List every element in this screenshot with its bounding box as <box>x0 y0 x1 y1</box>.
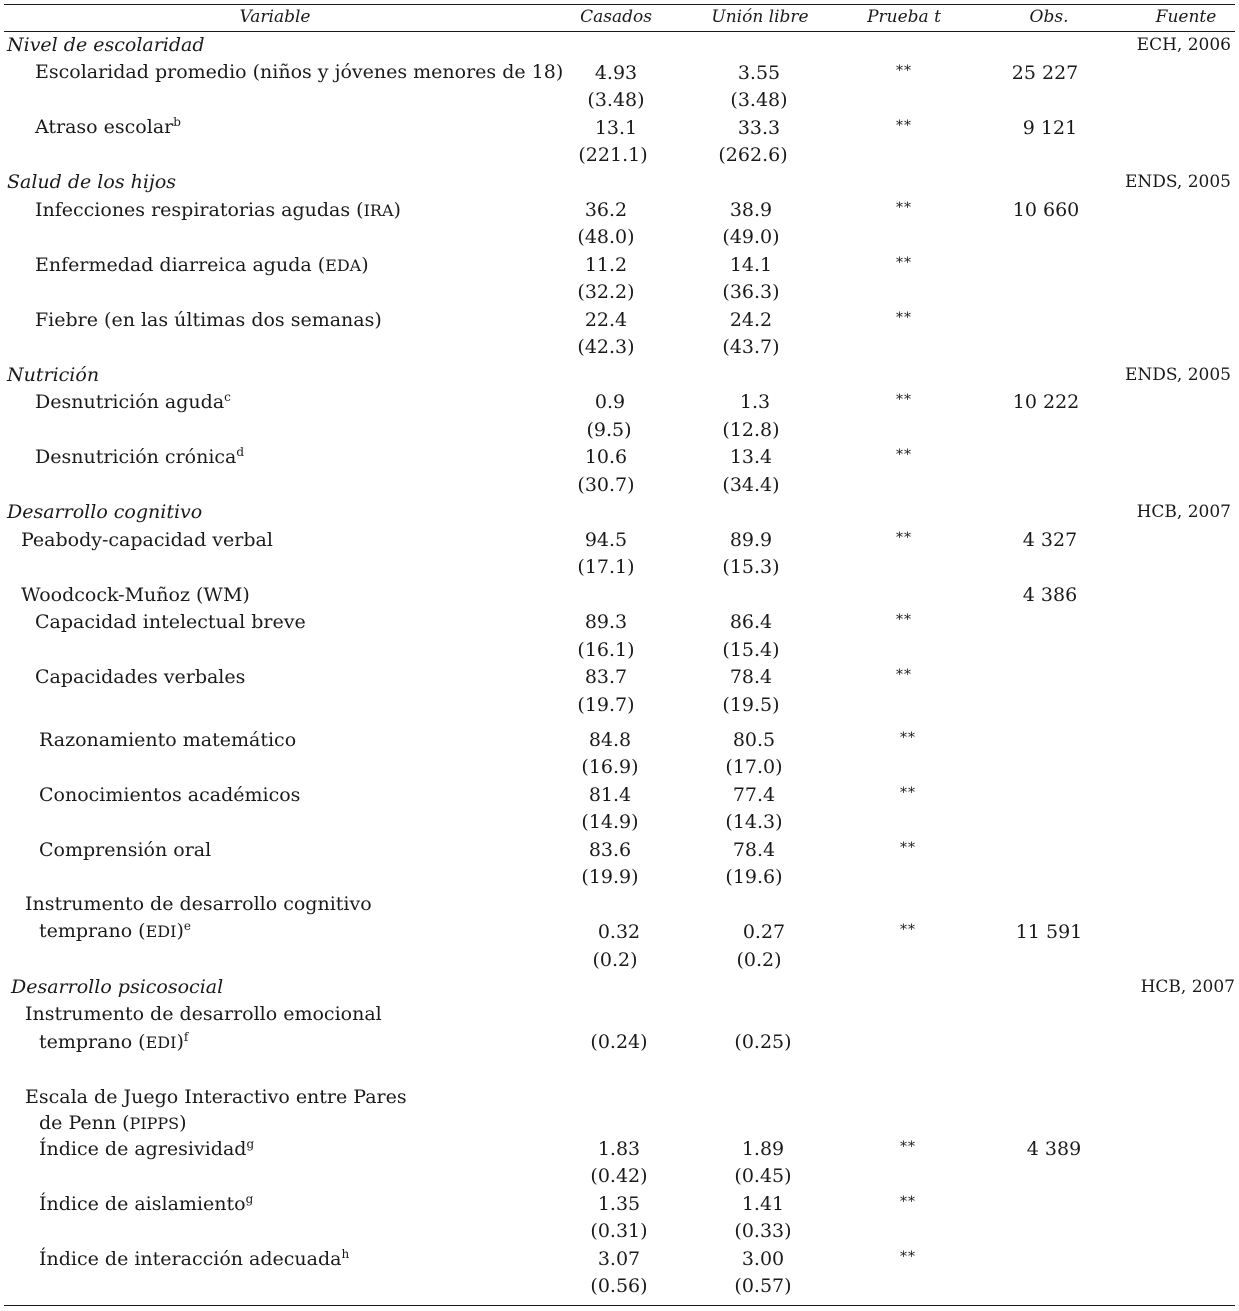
header-variable: Variable <box>239 7 311 27</box>
row-label: Peabody-capacidad verbal <box>21 529 273 551</box>
casados-sd: (221.1) <box>578 144 648 166</box>
obs-value: 4 327 <box>1022 529 1078 551</box>
casados-value: 11.2 <box>584 254 628 276</box>
union-libre-value: 24.2 <box>729 309 773 331</box>
row-label: Índice de agresividad$^g$ <box>39 1137 255 1160</box>
casados-sd: (19.7) <box>577 694 635 716</box>
header-prueba-t: Prueba t <box>867 7 941 27</box>
header-casados: Casados <box>580 7 652 27</box>
row-label: Escala de Juego Interactivo entre Pares <box>25 1086 407 1108</box>
obs-value: 9 121 <box>1022 117 1078 139</box>
union-libre-value: 3.00 <box>741 1248 785 1270</box>
row-label: Instrumento de desarrollo cognitivo <box>25 893 372 915</box>
category-source: ENDS, 2005 <box>1124 365 1231 385</box>
category-label: Nivel de escolaridad <box>7 34 205 56</box>
casados-value: 84.8 <box>588 729 632 751</box>
significance-mark: ** <box>896 255 912 271</box>
casados-value: 0.32 <box>597 921 641 943</box>
footnote-marker: e <box>183 919 191 933</box>
significance-mark: ** <box>900 730 916 746</box>
union-libre-sd: (43.7) <box>722 336 780 358</box>
significance-mark: ** <box>896 118 912 134</box>
union-libre-sd: (19.5) <box>722 694 780 716</box>
casados-sd: (30.7) <box>577 474 635 496</box>
footnote-marker: h <box>341 1247 350 1261</box>
significance-mark: ** <box>896 200 912 216</box>
union-libre-sd: (262.6) <box>718 144 788 166</box>
obs-value: 4 389 <box>1026 1138 1082 1160</box>
significance-mark: ** <box>900 1139 916 1155</box>
row-label: Capacidades verbales <box>35 666 246 688</box>
obs-value: 4 386 <box>1022 584 1078 606</box>
row-label: Infecciones respiratorias agudas (IRA) <box>35 199 401 221</box>
row-label-continued: de Penn (PIPPS) <box>39 1112 187 1134</box>
union-libre-sd: (15.4) <box>722 639 780 661</box>
union-libre-value: 1.89 <box>741 1138 785 1160</box>
row-label: Escolaridad promedio (niños y jóvenes menores de 18) <box>35 61 564 83</box>
casados-sd: (14.9) <box>581 811 639 833</box>
union-libre-sd: (0.25) <box>734 1031 792 1053</box>
union-libre-sd: (36.3) <box>722 281 780 303</box>
row-label: Índice de interacción adecuada$^h$ <box>39 1247 350 1270</box>
footnote-marker: g <box>246 1137 255 1151</box>
casados-sd: (0.56) <box>590 1275 648 1297</box>
union-libre-sd: (19.6) <box>725 866 783 888</box>
category-source: ENDS, 2005 <box>1124 172 1231 192</box>
casados-sd: (42.3) <box>577 336 635 358</box>
header-obs: Obs. <box>1029 7 1069 27</box>
row-label-continued: temprano (EDI)$^e$ <box>39 919 191 942</box>
casados-sd: (16.9) <box>581 756 639 778</box>
bottom-rule <box>4 1305 1235 1306</box>
row-label: Desnutrición crónica$^d$ <box>35 445 245 468</box>
casados-sd: (0.2) <box>592 949 638 971</box>
significance-mark: ** <box>896 530 912 546</box>
obs-value: 11 591 <box>1015 921 1083 943</box>
union-libre-value: 86.4 <box>729 611 773 633</box>
category-source: ECH, 2006 <box>1136 35 1231 55</box>
union-libre-value: 1.3 <box>739 391 771 413</box>
casados-value: 83.7 <box>584 666 628 688</box>
row-label: Razonamiento matemático <box>39 729 297 751</box>
header-fuente: Fuente <box>1155 7 1217 27</box>
union-libre-sd: (12.8) <box>722 419 780 441</box>
row-label: Woodcock-Muñoz (WM) <box>21 584 250 606</box>
significance-mark: ** <box>900 1249 916 1265</box>
significance-mark: ** <box>900 785 916 801</box>
header-union-libre: Unión libre <box>711 7 809 27</box>
row-label: Desnutrición aguda$^c$ <box>35 390 231 413</box>
casados-value: 83.6 <box>588 839 632 861</box>
union-libre-sd: (49.0) <box>722 226 780 248</box>
footnote-marker: f <box>183 1030 189 1044</box>
union-libre-sd: (14.3) <box>725 811 783 833</box>
row-label: Capacidad intelectual breve <box>35 611 306 633</box>
category-label: Desarrollo psicosocial <box>11 976 224 998</box>
category-label: Salud de los hijos <box>7 171 177 193</box>
significance-mark: ** <box>896 667 912 683</box>
union-libre-value: 33.3 <box>737 117 781 139</box>
significance-mark: ** <box>900 1194 916 1210</box>
footnote-marker: g <box>245 1192 254 1206</box>
union-libre-value: 0.27 <box>742 921 786 943</box>
casados-sd: (0.42) <box>590 1165 648 1187</box>
casados-value: 22.4 <box>584 309 628 331</box>
casados-sd: (0.31) <box>590 1220 648 1242</box>
row-label: Atraso escolar$^b$ <box>35 115 181 138</box>
footnote-marker: b <box>173 115 181 129</box>
casados-sd: (3.48) <box>587 89 645 111</box>
casados-value: 13.1 <box>594 117 638 139</box>
casados-value: 1.35 <box>597 1193 641 1215</box>
significance-mark: ** <box>896 310 912 326</box>
footnote-marker: c <box>224 390 231 404</box>
union-libre-value: 14.1 <box>729 254 773 276</box>
header-rule <box>4 31 1235 32</box>
casados-value: 36.2 <box>584 199 628 221</box>
union-libre-value: 1.41 <box>741 1193 785 1215</box>
union-libre-sd: (15.3) <box>722 556 780 578</box>
row-label-continued: temprano (EDI)$^f$ <box>39 1030 189 1053</box>
category-source: HCB, 2007 <box>1136 502 1231 522</box>
row-label: Comprensión oral <box>39 839 212 861</box>
union-libre-sd: (0.45) <box>734 1165 792 1187</box>
casados-value: 1.83 <box>597 1138 641 1160</box>
casados-value: 10.6 <box>584 446 628 468</box>
category-label: Nutrición <box>7 364 100 386</box>
top-rule <box>4 4 1235 5</box>
row-label: Índice de aislamiento$^g$ <box>39 1192 254 1215</box>
significance-mark: ** <box>900 840 916 856</box>
significance-mark: ** <box>896 612 912 628</box>
casados-value: 94.5 <box>584 529 628 551</box>
casados-sd: (9.5) <box>586 419 632 441</box>
row-label: Conocimientos académicos <box>39 784 301 806</box>
union-libre-value: 78.4 <box>732 839 776 861</box>
significance-mark: ** <box>900 922 916 938</box>
obs-value: 25 227 <box>1011 62 1079 84</box>
union-libre-value: 80.5 <box>732 729 776 751</box>
row-label: Fiebre (en las últimas dos semanas) <box>35 309 382 331</box>
union-libre-value: 77.4 <box>732 784 776 806</box>
footnote-marker: d <box>236 445 245 459</box>
union-libre-value: 13.4 <box>729 446 773 468</box>
casados-value: 89.3 <box>584 611 628 633</box>
union-libre-sd: (0.57) <box>734 1275 792 1297</box>
union-libre-sd: (0.33) <box>734 1220 792 1242</box>
casados-sd: (48.0) <box>577 226 635 248</box>
row-label: Instrumento de desarrollo emocional <box>25 1003 382 1025</box>
category-label: Desarrollo cognitivo <box>7 501 203 523</box>
row-label: Enfermedad diarreica aguda (EDA) <box>35 254 369 276</box>
casados-value: 81.4 <box>588 784 632 806</box>
union-libre-sd: (17.0) <box>725 756 783 778</box>
significance-mark: ** <box>896 63 912 79</box>
casados-value: 4.93 <box>594 62 638 84</box>
casados-sd: (17.1) <box>577 556 635 578</box>
casados-sd: (19.9) <box>581 866 639 888</box>
casados-value: 0.9 <box>594 391 626 413</box>
casados-sd: (0.24) <box>590 1031 648 1053</box>
union-libre-sd: (3.48) <box>730 89 788 111</box>
union-libre-value: 78.4 <box>729 666 773 688</box>
union-libre-value: 3.55 <box>737 62 781 84</box>
union-libre-value: 38.9 <box>729 199 773 221</box>
casados-sd: (16.1) <box>577 639 635 661</box>
obs-value: 10 222 <box>1012 391 1080 413</box>
union-libre-sd: (34.4) <box>722 474 780 496</box>
category-source: HCB, 2007 <box>1140 977 1235 997</box>
significance-mark: ** <box>896 392 912 408</box>
union-libre-sd: (0.2) <box>736 949 782 971</box>
union-libre-value: 89.9 <box>729 529 773 551</box>
significance-mark: ** <box>896 447 912 463</box>
casados-value: 3.07 <box>597 1248 641 1270</box>
casados-sd: (32.2) <box>577 281 635 303</box>
obs-value: 10 660 <box>1012 199 1080 221</box>
